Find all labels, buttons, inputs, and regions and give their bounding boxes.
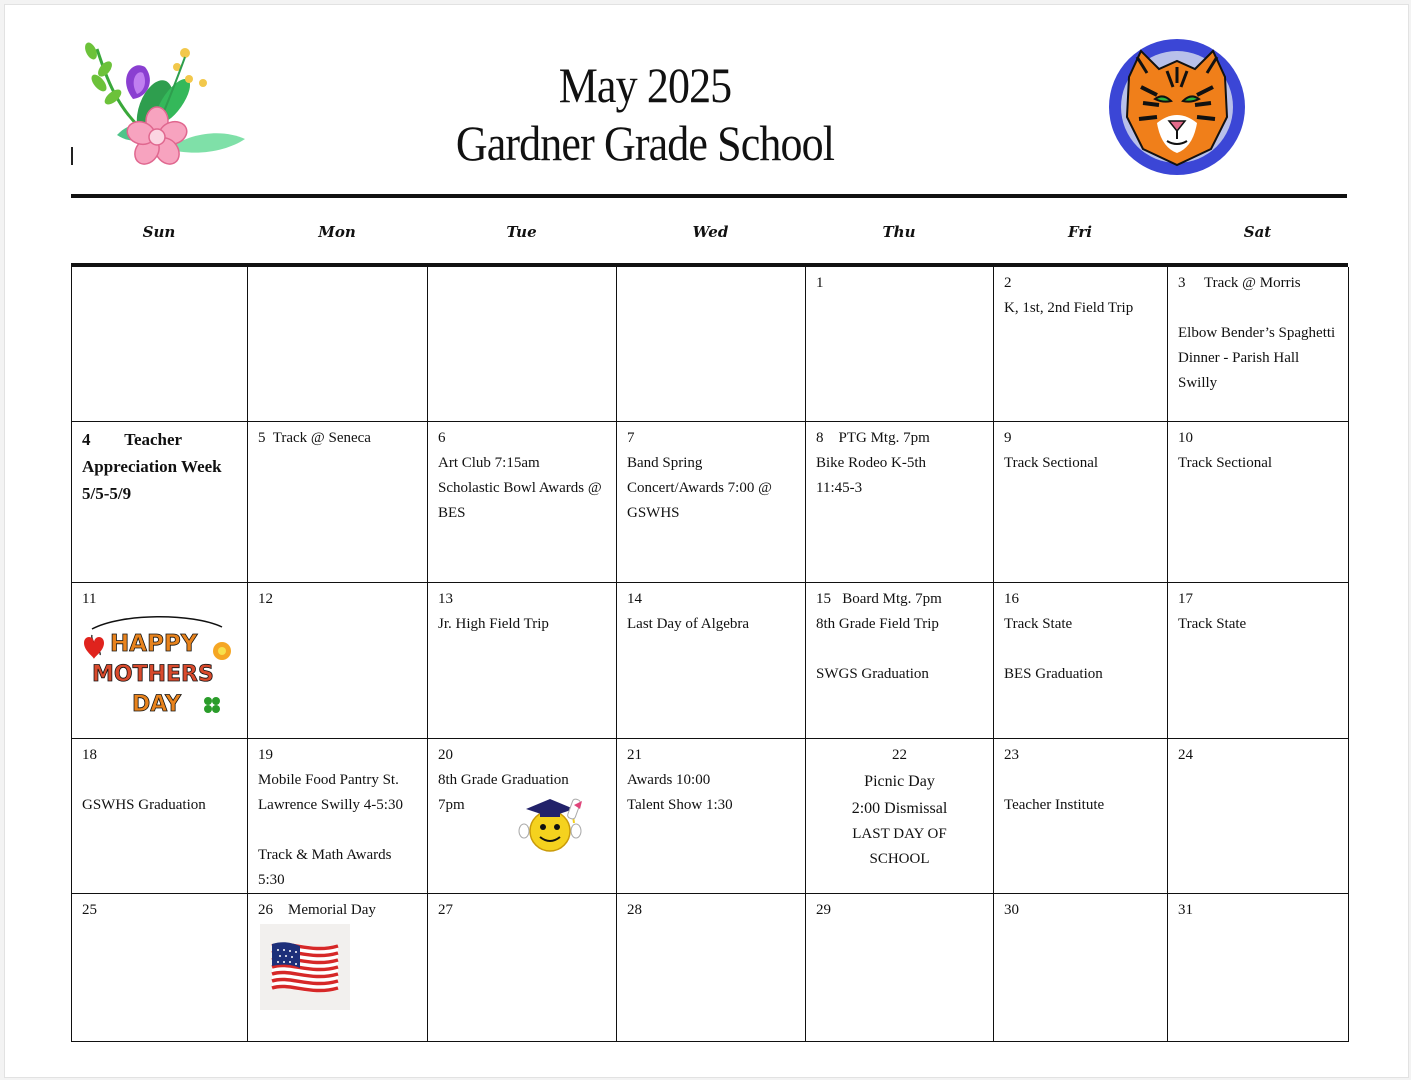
event-line: Band Spring bbox=[627, 455, 703, 471]
day-number-line: 25 bbox=[82, 902, 97, 918]
event-line: BES Graduation bbox=[1004, 666, 1103, 682]
event-line: Track Sectional bbox=[1178, 455, 1273, 471]
day-number-line: 12 bbox=[258, 591, 273, 607]
day-of-week-wed: Wed bbox=[692, 223, 729, 241]
school-name-title: Gardner Grade School bbox=[455, 115, 835, 171]
calendar-day-cell bbox=[994, 583, 1168, 739]
day-of-week-sat: Sat bbox=[1243, 223, 1272, 241]
day-number-line: 19 bbox=[258, 747, 273, 763]
happy-mothers-day-image bbox=[82, 611, 234, 721]
day-number-line: 28 bbox=[627, 902, 642, 918]
calendar-day-cell bbox=[428, 267, 617, 422]
event-line: SCHOOL bbox=[869, 851, 930, 867]
event-line: 5:30 bbox=[258, 872, 285, 888]
calendar-day-cell bbox=[72, 894, 248, 1042]
calendar-day-cell bbox=[806, 739, 994, 894]
event-line bbox=[258, 818, 417, 843]
calendar-day-cell bbox=[806, 267, 994, 422]
event-line: Talent Show 1:30 bbox=[627, 797, 733, 813]
mothers-day-word: HAPPY bbox=[110, 631, 198, 657]
calendar-day-cell bbox=[617, 267, 806, 422]
day-number-line: 27 bbox=[438, 902, 453, 918]
calendar-day-cell bbox=[248, 583, 428, 739]
event-line: Jr. High Field Trip bbox=[438, 616, 549, 632]
event-line: 7pm bbox=[438, 797, 465, 813]
calendar-header bbox=[5, 5, 1408, 205]
calendar-day-cell bbox=[428, 583, 617, 739]
event-line bbox=[816, 637, 983, 662]
calendar-day-cell bbox=[72, 739, 248, 894]
day-number-line: 14 bbox=[627, 591, 642, 607]
title-block bbox=[345, 55, 945, 171]
event-line: 8th Grade Graduation bbox=[438, 772, 569, 788]
calendar-day-cell bbox=[994, 267, 1168, 422]
event-line: BES bbox=[438, 505, 466, 521]
calendar-day-cell bbox=[806, 422, 994, 583]
calendar-day-cell bbox=[428, 422, 617, 583]
day-number-line: 5 Track @ Seneca bbox=[258, 430, 371, 446]
event-line: Swilly bbox=[1178, 375, 1218, 391]
mothers-day-word: DAY bbox=[132, 692, 182, 717]
graduate-smiley-icon bbox=[512, 795, 590, 853]
event-line: Track & Math Awards bbox=[258, 847, 392, 863]
day-number-line: 13 bbox=[438, 591, 453, 607]
day-number-line: 1 bbox=[816, 275, 824, 291]
day-number-line: 18 bbox=[82, 747, 97, 763]
day-number-line: 11 bbox=[82, 591, 97, 607]
calendar-page bbox=[4, 4, 1409, 1078]
calendar-day-cell bbox=[248, 739, 428, 894]
day-number-line: 30 bbox=[1004, 902, 1019, 918]
day-number-line: 8 PTG Mtg. 7pm bbox=[816, 430, 930, 446]
event-line: 11:45-3 bbox=[816, 480, 863, 496]
day-number-line: 9 bbox=[1004, 430, 1012, 446]
text-cursor-mark bbox=[71, 147, 73, 165]
day-number-line: 23 bbox=[1004, 747, 1019, 763]
calendar-day-cell bbox=[617, 422, 806, 583]
day-number-line: 16 bbox=[1004, 591, 1019, 607]
day-number-line: 24 bbox=[1178, 747, 1193, 763]
event-line: LAST DAY OF bbox=[852, 826, 947, 842]
event-line: Track Sectional bbox=[1004, 455, 1099, 471]
event-line: Scholastic Bowl Awards @ bbox=[438, 480, 602, 496]
calendar-day-cell bbox=[806, 894, 994, 1042]
calendar-day-cell bbox=[248, 422, 428, 583]
day-number-line: 3 Track @ Morris bbox=[1178, 275, 1301, 291]
event-line: K, 1st, 2nd Field Trip bbox=[1004, 300, 1134, 316]
title-divider bbox=[71, 194, 1347, 198]
event-line bbox=[82, 768, 237, 793]
day-number-line: 6 bbox=[438, 430, 446, 446]
day-number-line: 26 Memorial Day bbox=[258, 902, 376, 918]
day-of-week-fri: Fri bbox=[1068, 223, 1092, 241]
event-line: GSWHS bbox=[627, 505, 680, 521]
event-line: 2:00 Dismissal bbox=[851, 800, 948, 817]
event-line bbox=[1178, 296, 1338, 321]
calendar-day-cell bbox=[806, 583, 994, 739]
calendar-day-cell bbox=[617, 583, 806, 739]
event-line: Bike Rodeo K-5th bbox=[816, 455, 926, 471]
day-number-line: 22 bbox=[892, 747, 907, 763]
event-line: Art Club 7:15am bbox=[438, 455, 540, 471]
event-line: 5/5-5/9 bbox=[82, 484, 132, 503]
flower-decoration-icon bbox=[77, 39, 247, 165]
calendar-day-cell bbox=[72, 267, 248, 422]
day-number-line: 29 bbox=[816, 902, 831, 918]
calendar-grid bbox=[71, 263, 1348, 1042]
calendar-day-cell bbox=[1168, 583, 1349, 739]
calendar-day-cell bbox=[617, 894, 806, 1042]
calendar-day-cell bbox=[1168, 422, 1349, 583]
calendar-day-cell bbox=[72, 422, 248, 583]
event-line bbox=[1004, 768, 1157, 793]
mothers-day-word: MOTHERS bbox=[92, 662, 214, 687]
day-of-week-tue: Tue bbox=[506, 223, 537, 241]
event-line: Track State bbox=[1178, 616, 1247, 632]
day-number-line: 15 Board Mtg. 7pm bbox=[816, 591, 942, 607]
calendar-day-cell bbox=[994, 739, 1168, 894]
calendar-day-cell bbox=[72, 583, 248, 739]
calendar-day-cell bbox=[248, 267, 428, 422]
event-line: 8th Grade Field Trip bbox=[816, 616, 939, 632]
event-line: Lawrence Swilly 4-5:30 bbox=[258, 797, 403, 813]
calendar-day-cell bbox=[1168, 267, 1349, 422]
day-number-line: 21 bbox=[627, 747, 642, 763]
event-line: Dinner - Parish Hall bbox=[1178, 350, 1300, 366]
calendar-month-title: May 2025 bbox=[558, 57, 732, 113]
day-of-week-mon: Mon bbox=[318, 223, 356, 241]
event-line: Appreciation Week bbox=[82, 457, 222, 476]
day-number-line: 31 bbox=[1178, 902, 1193, 918]
event-line: Awards 10:00 bbox=[627, 772, 711, 788]
day-number-line: 2 bbox=[1004, 275, 1012, 291]
day-of-week-sun: Sun bbox=[142, 223, 176, 241]
event-line: GSWHS Graduation bbox=[82, 797, 206, 813]
event-line: Elbow Bender’s Spaghetti bbox=[1178, 325, 1336, 341]
american-flag-icon bbox=[260, 924, 350, 1010]
tiger-mascot-logo bbox=[1107, 37, 1247, 177]
event-line: Last Day of Algebra bbox=[627, 616, 750, 632]
day-number-line: 4 Teacher bbox=[82, 430, 183, 449]
day-number-line: 10 bbox=[1178, 430, 1193, 446]
day-of-week-thu: Thu bbox=[882, 223, 916, 241]
calendar-day-cell bbox=[1168, 739, 1349, 894]
day-number-line: 17 bbox=[1178, 591, 1193, 607]
calendar-day-cell bbox=[994, 894, 1168, 1042]
event-line: Mobile Food Pantry St. bbox=[258, 772, 399, 788]
calendar-day-cell bbox=[994, 422, 1168, 583]
calendar-day-cell bbox=[1168, 894, 1349, 1042]
event-line bbox=[1004, 637, 1157, 662]
event-line: SWGS Graduation bbox=[816, 666, 929, 682]
calendar-day-cell bbox=[428, 739, 617, 894]
event-line: Concert/Awards 7:00 @ bbox=[627, 480, 772, 496]
calendar-day-cell bbox=[617, 739, 806, 894]
event-line: Teacher Institute bbox=[1004, 797, 1105, 813]
calendar-day-cell bbox=[428, 894, 617, 1042]
calendar-day-cell bbox=[248, 894, 428, 1042]
event-line: Track State bbox=[1004, 616, 1073, 632]
days-of-week-header bbox=[71, 215, 1347, 255]
day-number-line: 7 bbox=[627, 430, 635, 446]
day-number-line: 20 bbox=[438, 747, 453, 763]
event-line: Picnic Day bbox=[864, 773, 935, 790]
